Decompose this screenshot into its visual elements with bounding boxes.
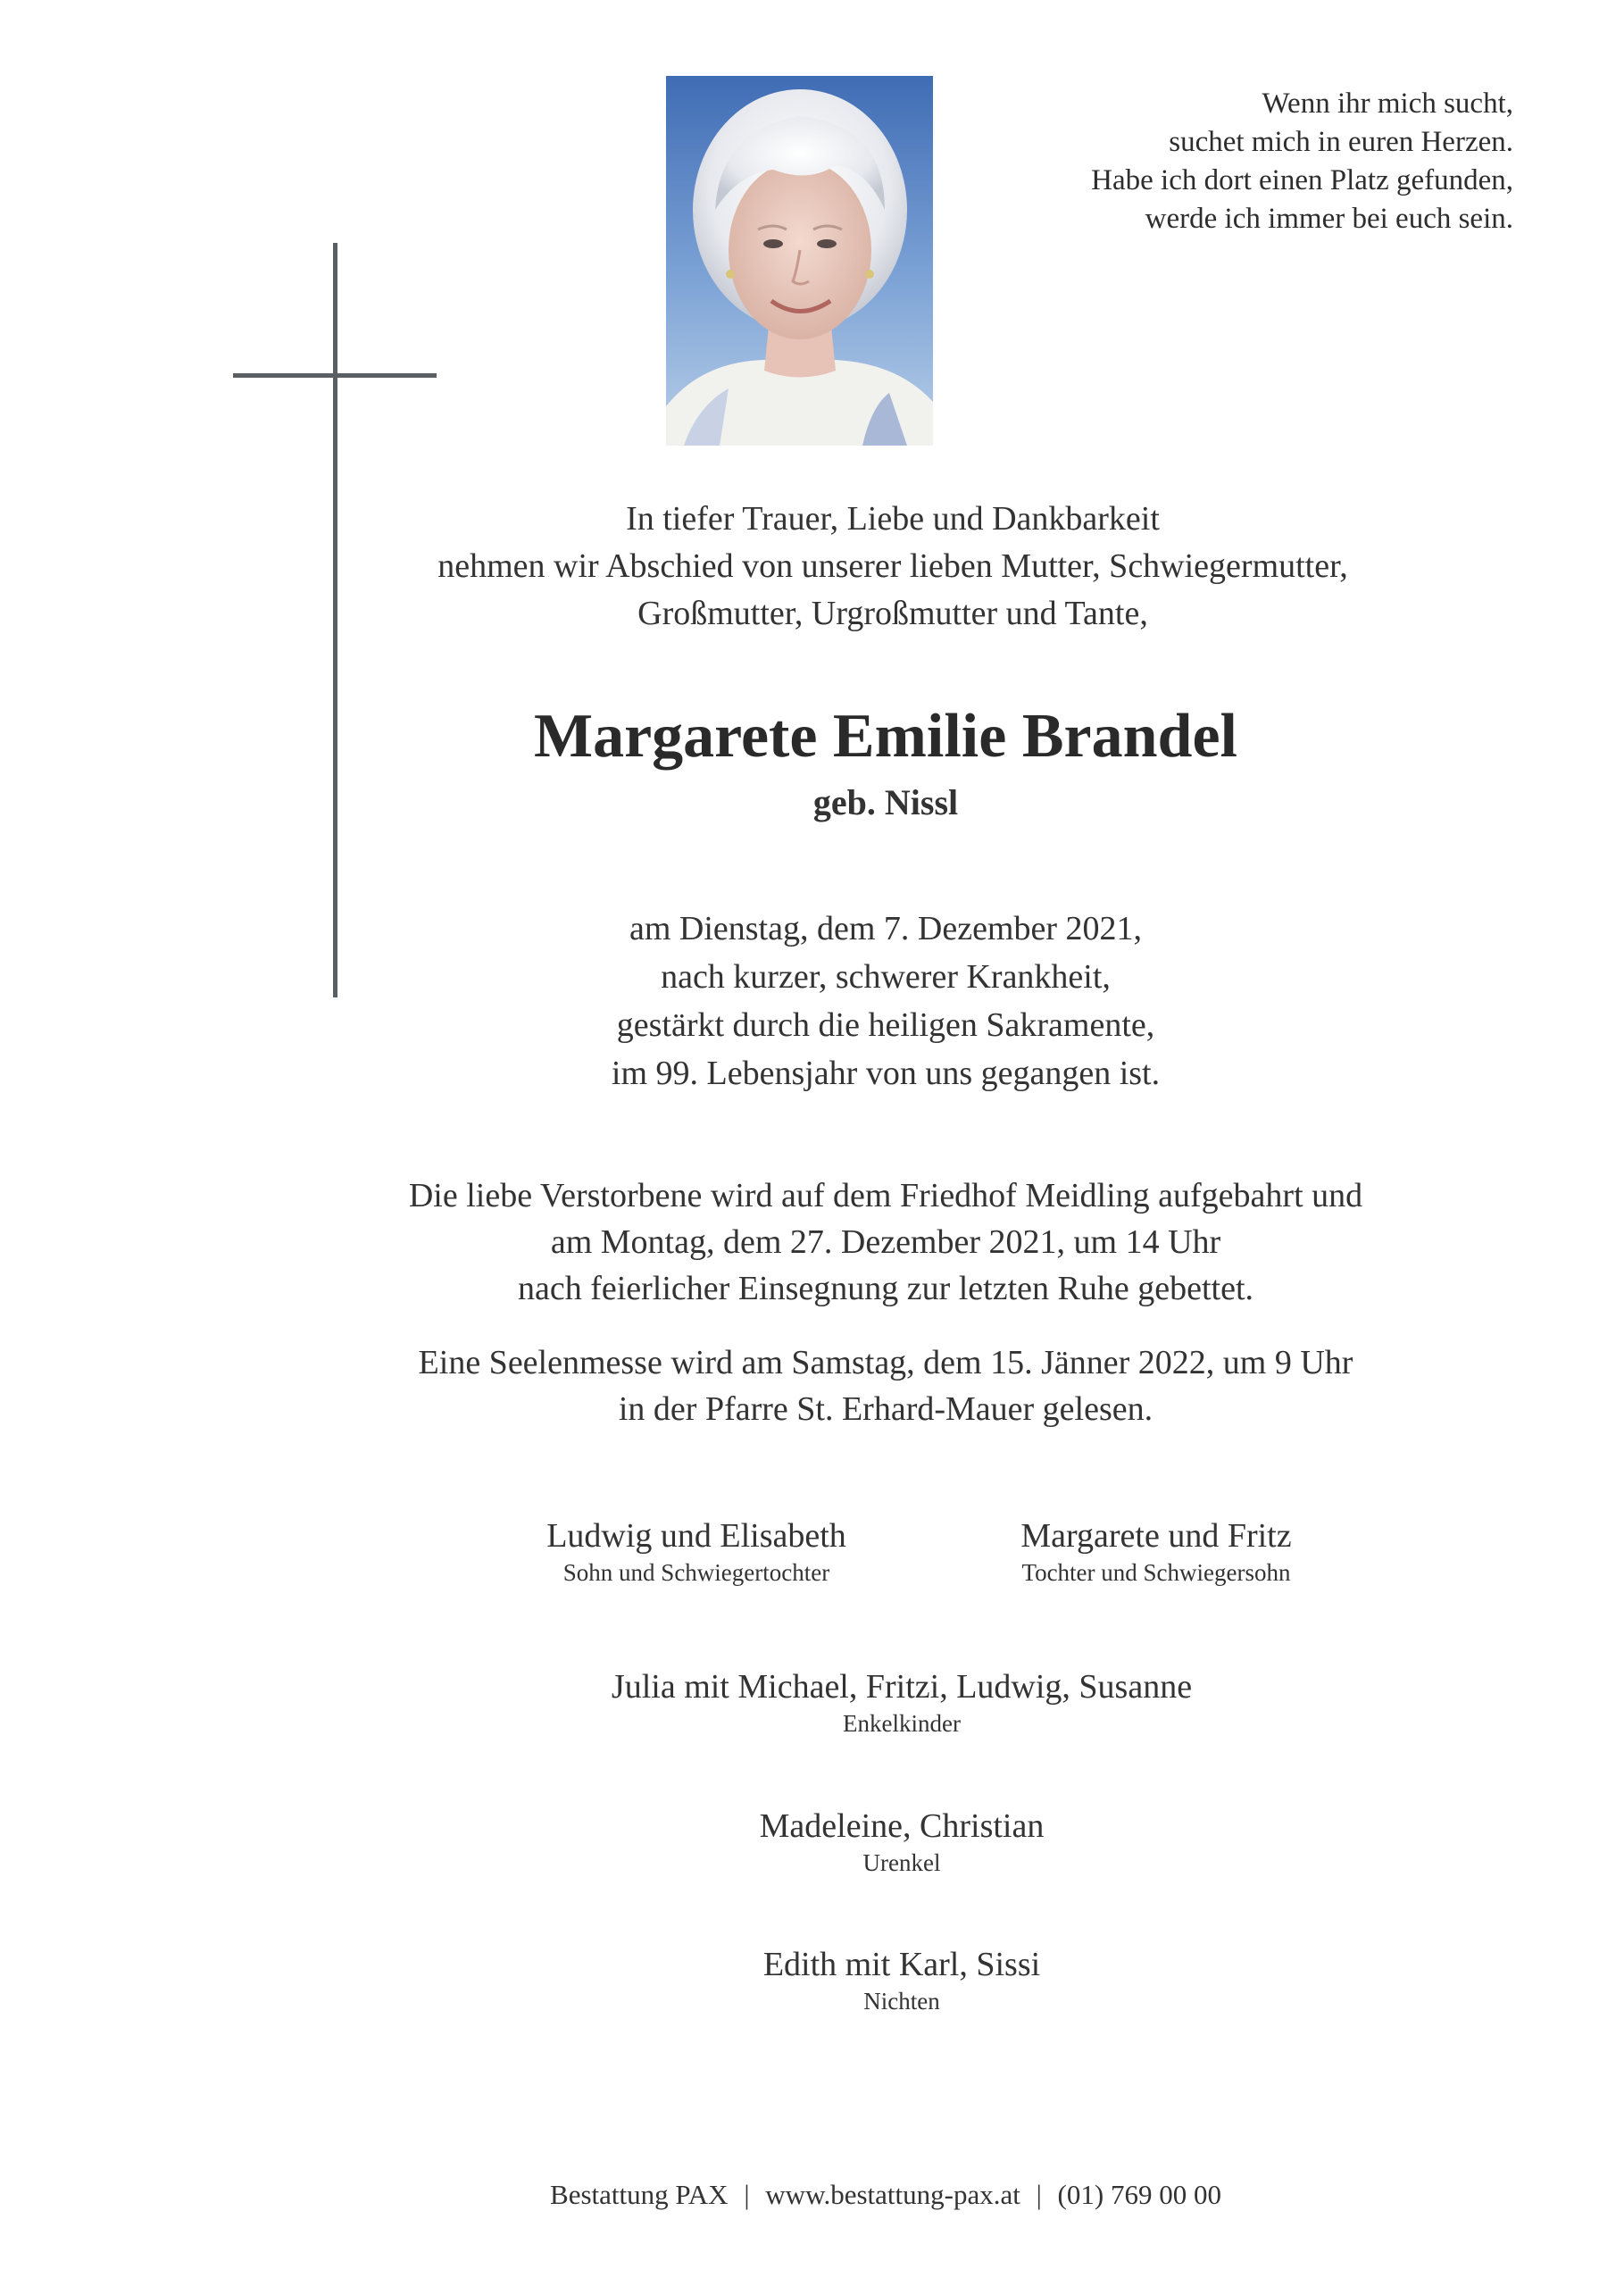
quote-line: Wenn ihr mich sucht, [1262, 88, 1513, 120]
mourner-group [634, 1944, 1170, 2017]
mourner-group [455, 1666, 1348, 1740]
mourner-names: Edith mit Karl, Sissi [762, 1946, 1041, 1983]
footer-company: Bestattung PAX [550, 2179, 729, 2210]
deceased-name: Margarete Emilie Brandel [534, 702, 1237, 771]
mourner-relation: Urenkel [862, 1849, 941, 1876]
portrait-photo [666, 76, 933, 446]
intro-line: nehmen wir Abschied von unserer lieben Mutter, Schwiegermutter, [437, 547, 1348, 585]
burial-line: Die liebe Verstorbene wird auf dem Friedhof Meidling aufgebahrt und [408, 1177, 1363, 1214]
mourner-names: Margarete und Fritz [1020, 1517, 1292, 1555]
quote-line: Habe ich dort einen Platz gefunden, [1091, 164, 1513, 196]
burial-line: nach feierlicher Einsegnung zur letzten Ruhe gebettet. [517, 1270, 1254, 1307]
quote-line: suchet mich in euren Herzen. [1169, 126, 1513, 158]
intro-line: Großmutter, Urgroßmutter und Tante, [637, 595, 1148, 632]
mourner-names: Madeleine, Christian [759, 1807, 1045, 1845]
death-line: am Dienstag, dem 7. Dezember 2021, [629, 910, 1143, 947]
mourner-relation: Tochter und Schwiegersohn [1021, 1559, 1291, 1586]
burial-notice [0, 1172, 1624, 1312]
footer-website[interactable]: www.bestattung-pax.at [765, 2179, 1020, 2210]
death-line: im 99. Lebensjahr von uns gegangen ist. [611, 1055, 1161, 1092]
quote-line: werde ich immer bei euch sein. [1145, 203, 1513, 235]
mass-notice [0, 1339, 1624, 1432]
mourning-intro [196, 496, 1589, 638]
mourner-relation: Sohn und Schwiegertochter [562, 1559, 830, 1586]
burial-line: am Montag, dem 27. Dezember 2021, um 14 Uhr [550, 1223, 1221, 1261]
footer [0, 2179, 1624, 2211]
maiden-name: geb. Nissl [812, 782, 959, 822]
mourner-relation: Enkelkinder [843, 1710, 961, 1737]
mourner-group [634, 1806, 1170, 1879]
mass-line: in der Pfarre St. Erhard-Mauer gelesen. [618, 1390, 1153, 1428]
footer-phone[interactable]: (01) 769 00 00 [1057, 2179, 1221, 2210]
mourner-names: Julia mit Michael, Fritzi, Ludwig, Susanne [611, 1668, 1193, 1706]
poem-quote [1091, 85, 1513, 238]
footer-separator: | [744, 2179, 750, 2210]
mass-line: Eine Seelenmesse wird am Samstag, dem 15. Jänner 2022, um 9 Uhr [418, 1344, 1353, 1381]
mourner-relation: Nichten [863, 1988, 940, 2015]
mourner-names: Ludwig und Elisabeth [546, 1517, 846, 1555]
mourner-group [960, 1515, 1353, 1589]
cross-horizontal-bar [233, 373, 437, 378]
death-notice [0, 905, 1624, 1097]
intro-line: In tiefer Trauer, Liebe und Dankbarkeit [626, 500, 1160, 538]
mourner-group [500, 1515, 893, 1589]
death-line: nach kurzer, schwerer Krankheit, [661, 958, 1111, 996]
footer-separator: | [1036, 2179, 1042, 2210]
death-line: gestärkt durch die heiligen Sakramente, [616, 1006, 1155, 1044]
